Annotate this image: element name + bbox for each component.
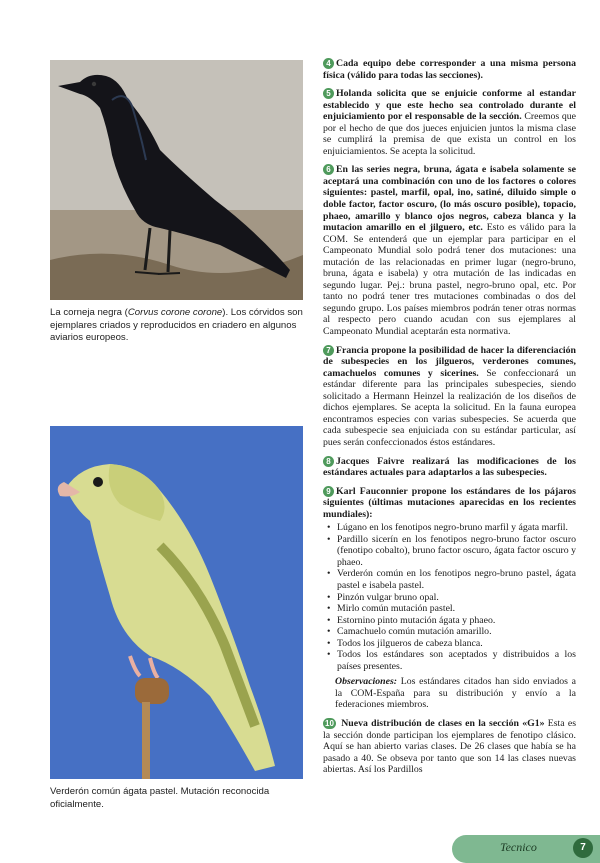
item-body: Creemos que por el hecho de que dos jueces enjuicien juntos la misma clase se cumplirá la premisa de que exista un control en los enjuiciamientos. Se acepta la solicitud. [323, 111, 576, 157]
list-item: • Estornino pinto mutación ágata y phaeo. [337, 615, 576, 627]
item-title: Jacques Faivre realizará las modificaciones de los estándares actuales para adaptarlos a las subespecies. [323, 455, 576, 479]
item-title: Holanda solicita que se enjuicie conforme al estandar establecido y que este hecho sea controlado durante el enjuiciamiento por el responsable de la sección. [323, 88, 576, 123]
item-body: Esta es la sección donde participan los ejemplares de fenotipo clásico. Aquí se han abierto varias clases. De 26 clases que había se ha pasado a 40. Se obseva por tanto que son 14 las clases nuevas abiertas. Así los Pardillos [323, 717, 577, 776]
item-body: Esto es válido para la COM. Se entenderá que un ejemplar para participar en el Campeonato Mundial solo podrá tener dos mutaciones: una mutación de las relacionadas en primer lugar (negro-bruno, bruna, ágata e isabela) y otra mutación de las indicadas en segundo lugar. Pej.: bruna pastel, negro-bruno opal, etc. Por tanto no podrá tener tres mutaciones combinadas o dos del segundo grupo. Los países miembros podrán tener otras normas al respecto pero cuando acudan con sus ejemplares al Campeonato Mundial aceptarán esta normativa. [323, 222, 576, 338]
list-item: • Pardillo sicerín en los fenotipos negro-bruno factor oscuro (fenotipo cobalto), bruno factor oscuro, ágata factor oscuro y phaeo. [337, 534, 576, 569]
item-number-badge: 10 [323, 718, 336, 729]
observations [323, 676, 576, 711]
item-number-badge: 5 [323, 88, 334, 99]
section-label: Tecnico [500, 840, 537, 854]
item-number-badge: 6 [323, 164, 334, 175]
item-title: Karl Fauconnier propone los estándares de los pájaros siguientes (últimas mutaciones aparecidas en los recientes mundiales): [323, 485, 576, 520]
crow-photo [50, 60, 303, 300]
item-7 [323, 345, 576, 449]
list-item: • Pinzón vulgar bruno opal. [337, 592, 576, 604]
crow-caption-text-end: ). Los córvidos son ejemplares criados y reproducidos en criadero en algunos aviarios europeos. [50, 307, 303, 344]
greenfinch-photo [50, 426, 303, 779]
item-number-badge: 8 [323, 456, 334, 467]
item-title: Francia propone la posibilidad de hacer la diferenciación de subespecies en los jilgueros, verderones comunes, camachuelos comunes y sicerines. [323, 344, 576, 379]
standards-list [323, 522, 576, 672]
item-number-badge: 4 [323, 58, 334, 69]
greenfinch-illustration [50, 426, 303, 779]
item-9 [323, 486, 576, 521]
page-number: 7 [573, 838, 593, 858]
item-body: Se confeccionará un estándar diferente para las principales subespecies, siendo solicitado a Hermann Heinzel la realización de los diseños de dichos ejemplares. Se acepta la solicitud. En la fauna europea encontramos especies con varias subespecies. Se acuerda que cada subespecie sea enjuiciada con su estándar particular, así pues serán confeccionados éstos estándares. [323, 367, 577, 448]
observations-label: Observaciones: [335, 676, 398, 688]
item-number-badge: 7 [323, 345, 334, 356]
crow-caption-text: La corneja negra ( [50, 307, 128, 318]
list-item: • Mirlo común mutación pastel. [337, 603, 576, 615]
greenfinch-caption: Verderón común ágata pastel. Mutación reconocida oficialmente. [50, 786, 270, 810]
observations-text: Los estándares citados han sido enviados a la COM-España para su distribución y envío a la federaciones miembros. [335, 676, 576, 711]
list-item: • Lúgano en los fenotipos negro-bruno marfil y ágata marfil. [337, 522, 576, 534]
item-5 [323, 88, 576, 157]
list-item: • Verderón común en los fenotipos negro-bruno pastel, ágata pastel e isabela pastel. [337, 568, 576, 591]
item-10 [323, 718, 576, 776]
item-6 [323, 164, 576, 337]
crow-caption [50, 307, 306, 345]
list-item: • Camachuelo común mutación amarillo. [337, 626, 576, 638]
item-title: Nueva distribución de clases en la sección «G1» [338, 717, 545, 729]
crow-caption-species: Corvus corone corone [127, 307, 223, 318]
list-item: • Todos los jilgueros de cabeza blanca. [337, 638, 576, 650]
item-title: Cada equipo debe corresponder a una misma persona física (válido para todas las secciones). [323, 58, 576, 81]
list-item: • Todos los estándares son aceptados y distribuidos a los países presentes. [337, 649, 576, 672]
item-8 [323, 456, 576, 479]
article-column [323, 58, 576, 783]
crow-illustration [50, 60, 303, 300]
item-number-badge: 9 [323, 486, 334, 497]
item-title: En las series negra, bruna, ágata e isabela solamente se aceptará una combinación con uno de los factores o colores siguientes: pastel, marfil, opal, ino, satiné, diluido simple o doble factor, factor oscuro, (lo más oscuro posible), topacio, phaeo, amarillo y blanco ojos negros, cabeza blanca y la mutacion amarillo en el jilguero, etc. [323, 164, 576, 234]
item-4 [323, 58, 576, 81]
